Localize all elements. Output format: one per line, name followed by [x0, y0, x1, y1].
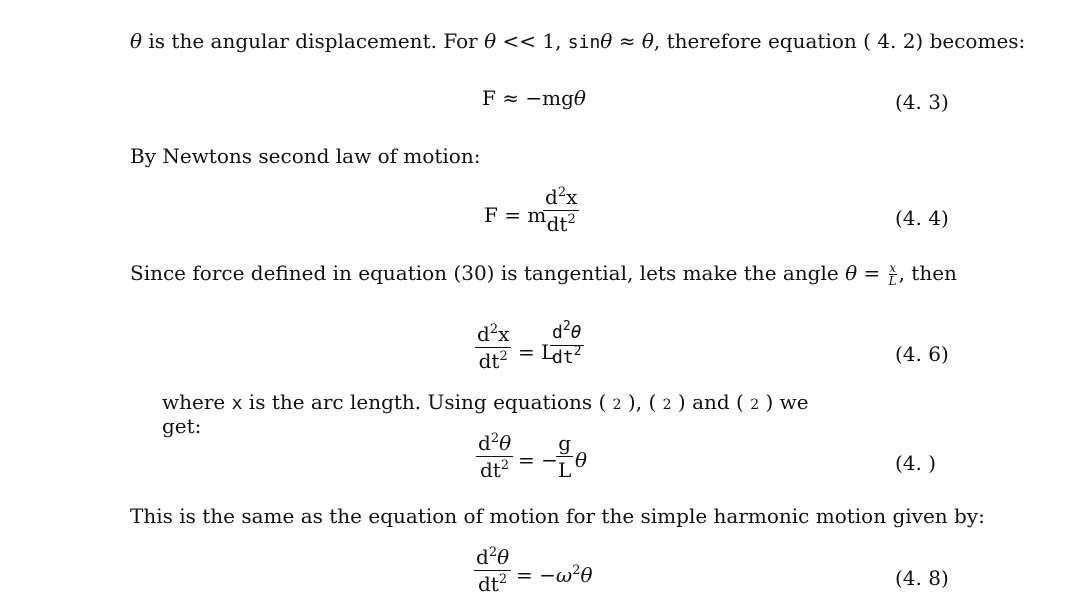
paragraph-angular-displacement: [130, 31, 1025, 52]
fraction-numerator: $d^2\theta$: [476, 545, 510, 569]
equation-number: (4. 3): [895, 90, 949, 114]
text: is the angular displacement. For: [142, 29, 485, 53]
equation-reference: 2: [612, 397, 622, 413]
fraction-denominator: $dt^2$: [552, 344, 582, 368]
text: << 1,: [496, 29, 568, 53]
fraction-numerator: g: [558, 431, 572, 455]
theta-symbol: θ: [484, 29, 497, 53]
fraction-d2theta-dt2: [476, 433, 513, 480]
x-variable: x: [231, 393, 243, 414]
paragraph-tangential: Since force defined in equation (30) is tangential, lets make the angle $\theta = \frac{x}{L}$ , then: [130, 261, 957, 288]
text: , therefore equation: [653, 29, 864, 53]
theta-symbol: θ: [130, 29, 143, 53]
fraction-g-over-l: [556, 433, 573, 480]
equation-rhs: = $-\omega^2\theta$: [516, 563, 593, 587]
text: becomes:: [923, 29, 1026, 53]
fraction-denominator: L: [558, 458, 572, 482]
sin-function: sin: [567, 32, 601, 53]
theta-symbol: θ: [600, 29, 613, 53]
paragraph-simple-harmonic: This is the same as the equation of motion for the simple harmonic motion given by:: [130, 504, 985, 528]
text: ≈: [612, 29, 642, 53]
fraction-denominator: $dt^2$: [480, 458, 510, 482]
fraction-x-over-l: $\frac{x}{L}$: [888, 261, 897, 288]
paragraph-arc-length-line2: get:: [162, 414, 202, 438]
omega-symbol: ω: [555, 563, 573, 587]
equation-mid: = L: [518, 340, 555, 364]
fraction-numerator: $d^2x$: [477, 322, 510, 346]
equation-reference: 2: [662, 397, 672, 413]
paragraph-arc-length: where x is the arc length. Using equations ( 2 ), ( 2 ) and ( 2 ) we: [162, 390, 809, 414]
equation-reference: ( 4. 2): [863, 29, 924, 53]
theta-symbol: θ: [641, 29, 654, 53]
fraction-d2theta-dt2: [474, 547, 511, 594]
equation-number: (4. 8): [895, 566, 949, 590]
paragraph-newton: By Newtons second law of motion:: [130, 144, 481, 168]
theta-symbol: θ: [573, 86, 586, 110]
theta-symbol: θ: [845, 261, 858, 285]
fraction-denominator: $dt^2$: [478, 572, 508, 596]
fraction-d2x-dt2: [475, 324, 511, 371]
equation-reference: 2: [750, 397, 760, 413]
equation-number: (4. 4): [895, 206, 949, 230]
fraction-denominator: $dt^2$: [478, 349, 508, 373]
theta-symbol: θ: [575, 448, 588, 472]
equation-mid: = −: [518, 448, 558, 472]
fraction-d2x-dt2: [543, 187, 579, 234]
equation-number: (4. 6): [895, 342, 949, 366]
equation-number: (4. ): [895, 451, 937, 475]
fraction-numerator: $d^2x$: [545, 185, 578, 209]
equation-lhs: F ≈ −mg: [482, 86, 574, 110]
theta-symbol: θ: [580, 563, 593, 587]
fraction-denominator: $dt^2$: [546, 212, 576, 236]
fraction-numerator: $d^2\theta$: [478, 431, 512, 455]
fraction-d2theta-dt2: [550, 319, 584, 368]
fraction-numerator: $d^2\theta$: [552, 319, 582, 343]
equation-4-3: [482, 88, 586, 108]
equation-4-4-lhs: F = m: [484, 203, 547, 227]
